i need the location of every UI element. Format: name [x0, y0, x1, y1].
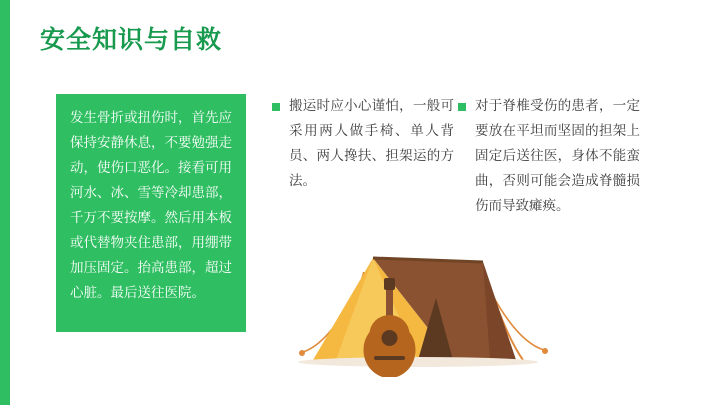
list-item [458, 94, 640, 219]
square-bullet-icon [272, 103, 280, 111]
square-bullet-icon [458, 103, 466, 111]
page-title: 安全知识与自救 [40, 25, 223, 54]
list-item-text: 对于脊椎受伤的患者，一定要放在平坦而坚固的担架上固定后送往医，身体不能蛮曲，否则可能会造成脊髓损伤而导致瘫痪。 [475, 98, 640, 214]
bullet-column-1 [272, 94, 454, 194]
highlight-text-box [56, 94, 246, 332]
list-item-text: 搬运时应小心谨怕，一般可采用两人做手椅、单人背员、两人搀扶、担架运的方法。 [289, 98, 454, 189]
bullet-column-2 [458, 94, 640, 219]
list-item [272, 94, 454, 194]
highlight-text: 发生骨折或扭伤时，首先应保持安静休息，不要勉强走动，使伤口恶化。接看可用河水、冰、雪等冷却患部，千万不要按摩。然后用本板或代替物夹住患部，用绷带加压固定。抬高患部，超过心脏。最后送往医院。 [70, 110, 232, 301]
left-accent-bar [0, 0, 10, 405]
camping-tent-illustration [268, 232, 568, 377]
